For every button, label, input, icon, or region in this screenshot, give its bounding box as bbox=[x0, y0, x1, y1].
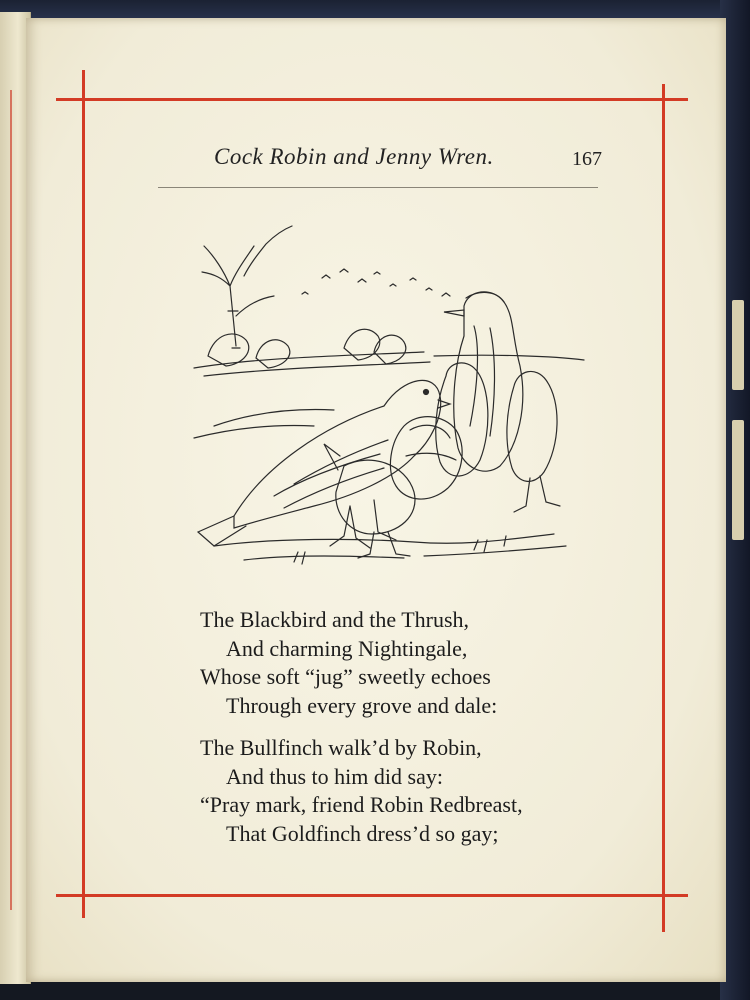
frame-rule-bottom bbox=[56, 894, 688, 897]
book-page bbox=[26, 18, 726, 982]
verse-line: And thus to him did say: bbox=[226, 763, 443, 789]
verse-line: That Goldfinch dress’d so gay; bbox=[226, 820, 499, 846]
running-head: Cock Robin and Jenny Wren. bbox=[214, 144, 494, 169]
header-rule bbox=[158, 187, 598, 188]
page-tab bbox=[732, 420, 744, 540]
verse-line: The Bullfinch walk’d by Robin, bbox=[200, 735, 482, 760]
verse-line: The Blackbird and the Thrush, bbox=[200, 607, 470, 632]
birds-engraving-icon bbox=[174, 216, 594, 576]
page-tab bbox=[732, 300, 744, 390]
verse-line: “Pray mark, friend Robin Redbreast, bbox=[200, 792, 523, 817]
frame-rule-right bbox=[662, 84, 665, 932]
verse-stanza bbox=[200, 606, 497, 720]
frame-rule-left bbox=[82, 70, 85, 918]
frame-rule-top bbox=[56, 98, 688, 101]
verse-stanza bbox=[200, 734, 523, 848]
page-number: 167 bbox=[572, 148, 602, 170]
verse-line: Whose soft “jug” sweetly echoes bbox=[200, 664, 491, 689]
previous-page-red-rule bbox=[10, 90, 12, 910]
verse-line: Through every grove and dale: bbox=[226, 692, 498, 718]
verse-line: And charming Nightingale, bbox=[226, 635, 468, 661]
